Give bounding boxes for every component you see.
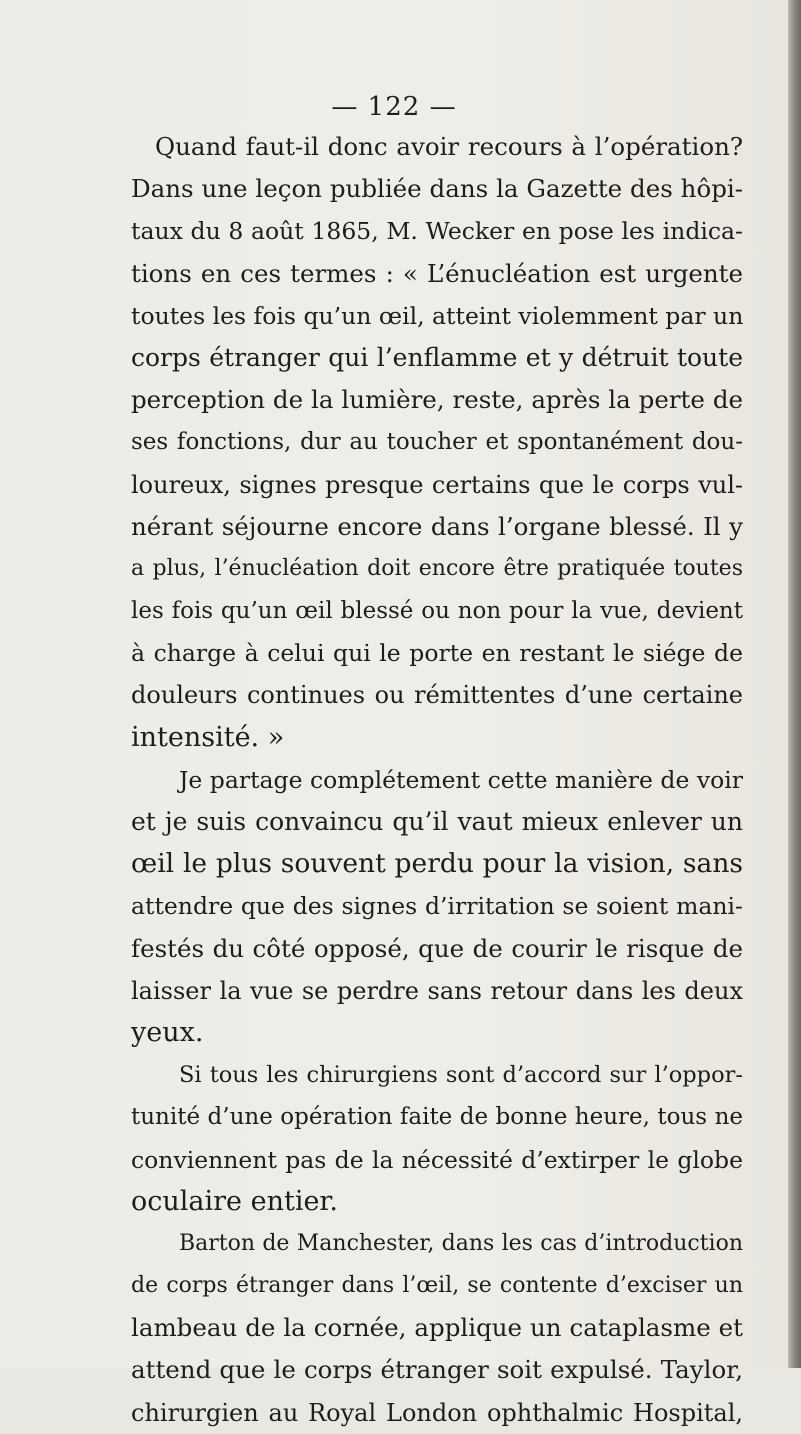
- text-line: intensité. »: [131, 721, 285, 753]
- text-line: conviennent pas de la nécessité d’extirper le globe: [131, 1145, 743, 1174]
- text-line: Quand faut-il donc avoir recours à l’opération?: [155, 132, 743, 161]
- text-line: chirurgien au Royal London ophthalmic Hospital,: [131, 1398, 743, 1427]
- text-line: tunité d’une opération faite de bonne heure, tous ne: [131, 1104, 743, 1131]
- text-line: attendre que des signes d’irritation se soient mani-: [131, 892, 743, 921]
- text-line: festés du côté opposé, que de courir le risque de: [131, 933, 743, 963]
- text-line: douleurs continues ou rémittentes d’une certaine: [131, 681, 743, 710]
- text-line: ses fonctions, dur au toucher et spontanément dou-: [131, 429, 743, 456]
- text-line: attend que le corps étranger soit expulsé. Taylor,: [131, 1355, 743, 1385]
- text-line: à charge à celui qui le porte en restant le siége de: [131, 639, 743, 668]
- text-line: perception de la lumière, reste, après la perte de: [131, 385, 743, 415]
- text-line: Si tous les chirurgiens sont d’accord sur l’oppor-: [179, 1062, 743, 1089]
- text-line: yeux.: [131, 1016, 204, 1048]
- text-line: nérant séjourne encore dans l’organe blessé. Il y: [131, 511, 743, 541]
- text-line: laisser la vue se perdre sans retour dans les deux: [131, 976, 743, 1005]
- text-line: œil le plus souvent perdu pour la vision, sans: [131, 848, 743, 880]
- text-line: tions en ces termes : « L’énucléation est urgente: [131, 258, 743, 288]
- text-line: corps étranger qui l’enflamme et y détruit toute: [131, 342, 743, 372]
- text-line: Barton de Manchester, dans les cas d’introduction: [179, 1230, 743, 1256]
- page-edge-shadow: [788, 0, 801, 1368]
- text-line: et je suis convaincu qu’il vaut mieux enlever un: [131, 807, 743, 836]
- text-line: lambeau de la cornée, applique un cataplasme et: [131, 1313, 743, 1343]
- body-text: [131, 126, 743, 1434]
- text-line: Je partage complétement cette manière de voir: [179, 765, 743, 794]
- text-line: les fois qu’un œil blessé ou non pour la vue, devient: [131, 598, 743, 625]
- text-line: de corps étranger dans l’œil, se contente d’exciser un: [131, 1273, 743, 1299]
- text-line: loureux, signes presque certains que le corps vul-: [131, 470, 743, 499]
- text-line: oculaire entier.: [131, 1185, 338, 1217]
- text-line: toutes les fois qu’un œil, atteint violemment par un: [131, 301, 744, 330]
- text-line: Dans une leçon publiée dans la Gazette des hôpi-: [131, 174, 743, 204]
- page-number: — 122 —: [331, 92, 457, 122]
- text-line: taux du 8 août 1865, M. Wecker en pose les indica-: [131, 217, 743, 246]
- text-line: a plus, l’énucléation doit encore être pratiquée toutes: [131, 555, 743, 581]
